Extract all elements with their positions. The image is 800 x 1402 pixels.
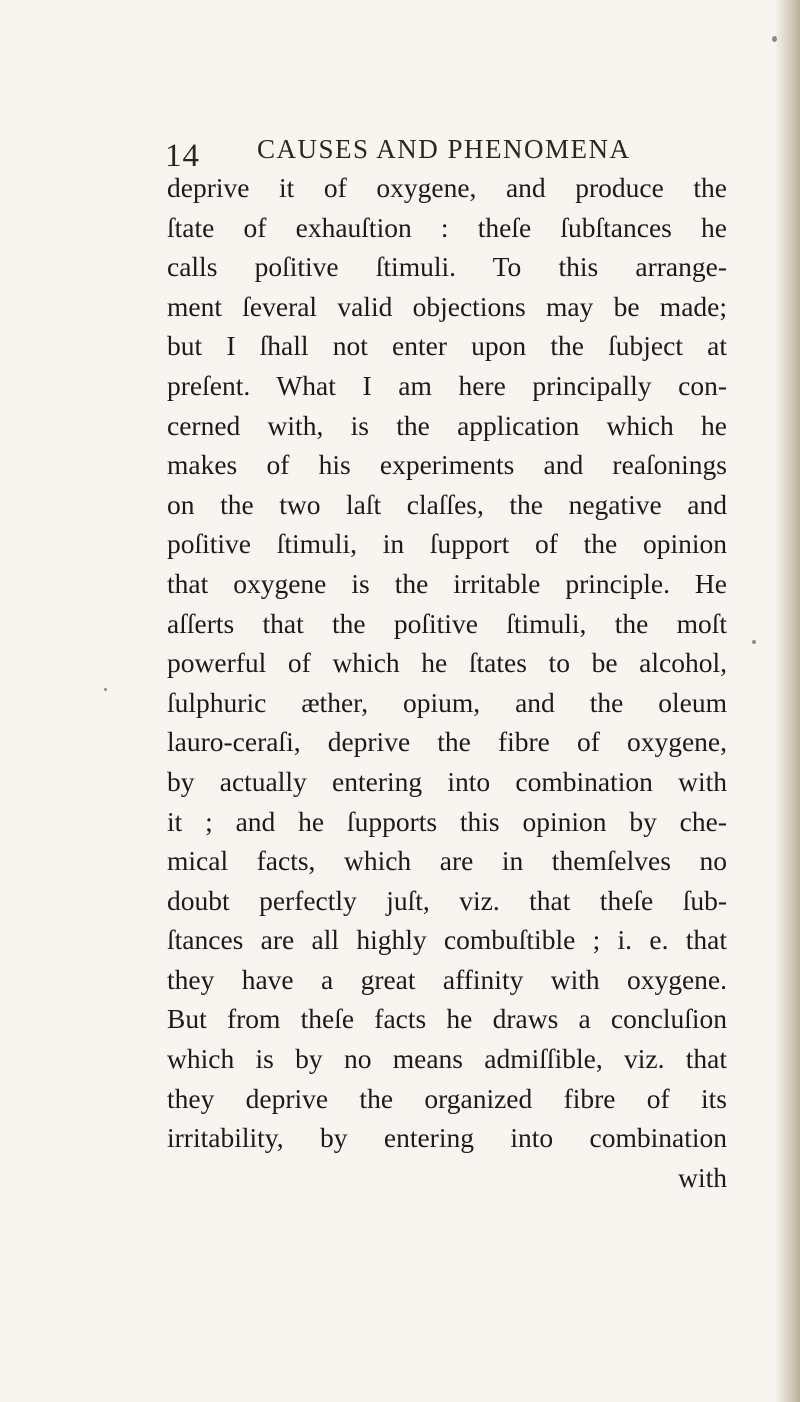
text-line: which is by no means admiſſible, viz. that [167,1043,727,1075]
text-line: ment ſeveral valid objections may be made; [167,290,727,322]
body-text [167,168,727,1197]
text-line: lauro-ceraſi, deprive the fibre of oxygene, [167,726,727,758]
text-line: ſulphuric æther, opium, and the oleum [167,686,727,718]
text-line: doubt perfectly juſt, viz. that theſe ſub- [167,884,727,916]
text-line: ſtances are all highly combuſtible ; i. e. that [167,924,727,956]
page-number: 14 [165,138,200,174]
text-line: that oxygene is the irritable principle. He [167,567,727,599]
text-line: they have a great affinity with oxygene. [167,963,727,995]
text-line: on the two laſt claſſes, the negative and [167,488,727,520]
ink-speck [752,640,756,644]
ink-speck [104,688,107,691]
text-line: irritability, by entering into combination [167,1122,727,1154]
text-line: makes of his experiments and reaſonings [167,449,727,481]
text-line: they deprive the organized fibre of its [167,1082,727,1114]
text-line: it ; and he ſupports this opinion by che- [167,805,727,837]
text-line: aſſerts that the poſitive ſtimuli, the moſt [167,607,727,639]
text-line: But from theſe facts he draws a concluſion [167,1003,727,1035]
text-line: ſtate of exhauſtion : theſe ſubſtances he [167,211,727,243]
text-line: by actually entering into combination with [167,765,727,797]
text-line: cerned with, is the application which he [167,409,727,441]
text-line: mical facts, which are in themſelves no [167,845,727,877]
ink-speck [772,36,777,42]
running-head-title: CAUSES AND PHENOMENA [257,134,631,164]
text-line: preſent. What I am here principally con- [167,369,727,401]
text-line: deprive it of oxygene, and produce the [167,172,727,203]
text-line: poſitive ſtimuli, in ſupport of the opinion [167,528,727,560]
text-line: but I ſhall not enter upon the ſubject at [167,330,727,362]
text-line: powerful of which he ſtates to be alcohol, [167,647,727,679]
catchword: with [678,1161,727,1193]
page-edge-shadow [774,0,800,1402]
text-line: calls poſitive ſtimuli. To this arrange- [167,251,727,283]
